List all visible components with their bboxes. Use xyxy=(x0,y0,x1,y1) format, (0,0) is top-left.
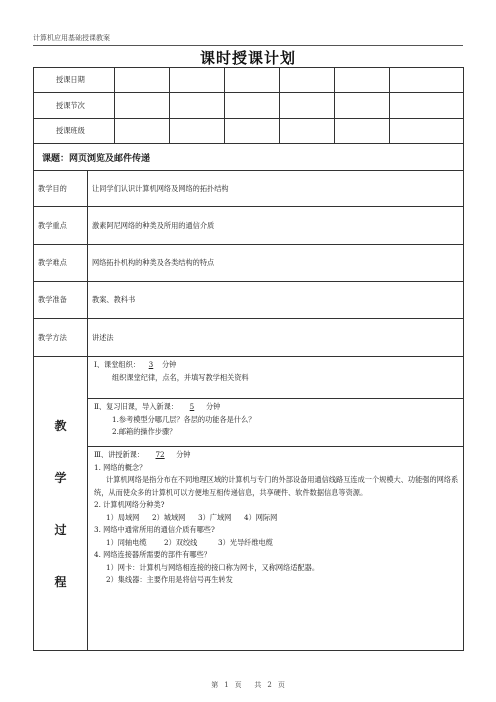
lesson-plan-table xyxy=(33,67,464,651)
section-2-title-text: Ⅱ、复习旧课，导入新课： xyxy=(94,402,178,411)
label-method: 教学方法 xyxy=(34,319,88,357)
section-2-question-1: 1.参考模型分哪几层？各层的功能各是什么？ xyxy=(112,414,256,424)
section-1-minutes: 3 xyxy=(148,360,154,369)
section-3-unit: 分钟 xyxy=(176,450,191,459)
network-type-item: 2）城域网 xyxy=(152,512,186,522)
document-title: 课时授课计划 xyxy=(199,49,296,67)
meta-label-class: 授课班级 xyxy=(34,119,115,144)
page-footer xyxy=(0,680,496,690)
section-3-title xyxy=(94,449,459,462)
value-difficulties: 网络拓扑机构的种类及各类结构的特点 xyxy=(88,245,464,282)
section-2-minutes: 5 xyxy=(189,402,195,411)
section-1-line: 组织课堂纪律，点名，并填写教学相关资料 xyxy=(112,372,249,382)
section-2-title xyxy=(94,401,459,414)
section-3-title-text: Ⅲ、讲授新课： xyxy=(94,450,145,459)
lesson-topic: 课题：网页浏览及邮件传递 xyxy=(34,144,464,171)
meta-cell xyxy=(170,68,225,93)
value-key-points: 激素阿尼网络的种类及所用的通信介质 xyxy=(88,207,464,245)
process-label-char: 教 xyxy=(54,418,67,433)
meta-cell xyxy=(390,68,464,93)
process-label-char: 学 xyxy=(54,470,67,485)
meta-cell xyxy=(280,119,335,144)
meta-row-date xyxy=(34,68,464,93)
section-1-title xyxy=(94,359,459,372)
row-preparation xyxy=(34,282,464,319)
section-new-lesson xyxy=(88,447,463,590)
meta-row-period xyxy=(34,93,464,119)
question-network-concept: 1. 网络的概念？ xyxy=(94,462,147,472)
paragraph-network-definition: 计算机网络是指分布在不同地理区域的计算机与专门的外部设备用通信线路互连成一个规模大、功能强的网络系统，从而使众多的计算机可以方便地互相传递信息，共享硬件、软件数据信息等资源。 xyxy=(94,475,459,497)
meta-cell xyxy=(170,93,225,119)
meta-cell xyxy=(225,93,280,119)
section-1-title-text: Ⅰ、课堂组织： xyxy=(94,360,140,369)
row-purpose xyxy=(34,171,464,207)
value-method: 讲述法 xyxy=(88,319,464,357)
meta-cell xyxy=(390,93,464,119)
row-method xyxy=(34,319,464,357)
section-2-question-2: 2.邮箱的操作步骤？ xyxy=(112,427,177,436)
footer-page-unit: 页 xyxy=(234,681,242,689)
topic-row xyxy=(34,144,464,171)
meta-cell xyxy=(280,68,335,93)
label-purpose: 教学目的 xyxy=(34,171,88,207)
media-list xyxy=(94,537,459,550)
media-item: 3）光导纤维电缆 xyxy=(218,537,273,547)
question-network-types: 2. 计算机网络分种类? xyxy=(94,500,165,509)
meta-cell xyxy=(115,93,170,119)
section-review xyxy=(88,399,463,447)
meta-cell xyxy=(225,68,280,93)
meta-cell xyxy=(115,68,170,93)
section-2-unit: 分钟 xyxy=(205,402,221,411)
meta-cell xyxy=(335,93,390,119)
value-preparation: 教案、教科书 xyxy=(88,282,464,319)
footer-page-label: 第 xyxy=(211,681,219,689)
network-type-item: 1）局域网 xyxy=(106,512,140,522)
label-difficulties: 教学难点 xyxy=(34,245,88,282)
meta-cell xyxy=(335,119,390,144)
network-type-item: 4）网际网 xyxy=(244,512,278,522)
footer-total-number: 2 xyxy=(267,681,272,689)
section-3-minutes: 72 xyxy=(155,450,165,459)
process-label xyxy=(34,357,88,651)
process-content xyxy=(88,357,464,651)
part-hub: 2）集线器：主要作用是将信号再生转发 xyxy=(106,575,233,584)
section-class-organization xyxy=(88,357,463,399)
meta-cell xyxy=(335,68,390,93)
process-label-char: 程 xyxy=(54,574,67,589)
network-type-item: 3）广域网 xyxy=(198,512,232,522)
media-item: 2）双绞线 xyxy=(164,537,198,547)
value-purpose: 让同学们认识计算机网络及网络的拓扑结构 xyxy=(88,171,464,207)
footer-total-label: 共 xyxy=(254,681,262,689)
footer-total-unit: 页 xyxy=(277,681,285,689)
header-text: 计算机应用基础授课教案 xyxy=(33,34,110,42)
meta-row-class xyxy=(34,119,464,144)
label-key-points: 教学重点 xyxy=(34,207,88,245)
row-difficulties xyxy=(34,245,464,282)
process-label-char: 过 xyxy=(54,522,67,537)
row-key-points xyxy=(34,207,464,245)
page-header xyxy=(33,33,463,46)
meta-cell xyxy=(115,119,170,144)
question-media: 3. 网络中通常所用的通信介质有哪些? xyxy=(94,525,215,534)
meta-label-period: 授课节次 xyxy=(34,93,115,119)
part-network-card: 1）网卡：计算机与网络相连接的接口称为网卡，又称网络适配器。 xyxy=(106,562,320,572)
meta-cell xyxy=(390,119,464,144)
row-process xyxy=(34,357,464,651)
meta-cell xyxy=(170,119,225,144)
meta-label-date: 授课日期 xyxy=(34,68,115,93)
question-connector-parts: 4. 网络连接器所需要的部件有哪些？ xyxy=(94,550,211,559)
media-item: 1）同轴电缆 xyxy=(106,537,147,547)
meta-cell xyxy=(225,119,280,144)
network-types-list xyxy=(94,512,459,525)
meta-cell xyxy=(280,93,335,119)
section-1-unit: 分钟 xyxy=(161,360,177,369)
label-preparation: 教学准备 xyxy=(34,282,88,319)
footer-page-number: 1 xyxy=(224,681,229,689)
